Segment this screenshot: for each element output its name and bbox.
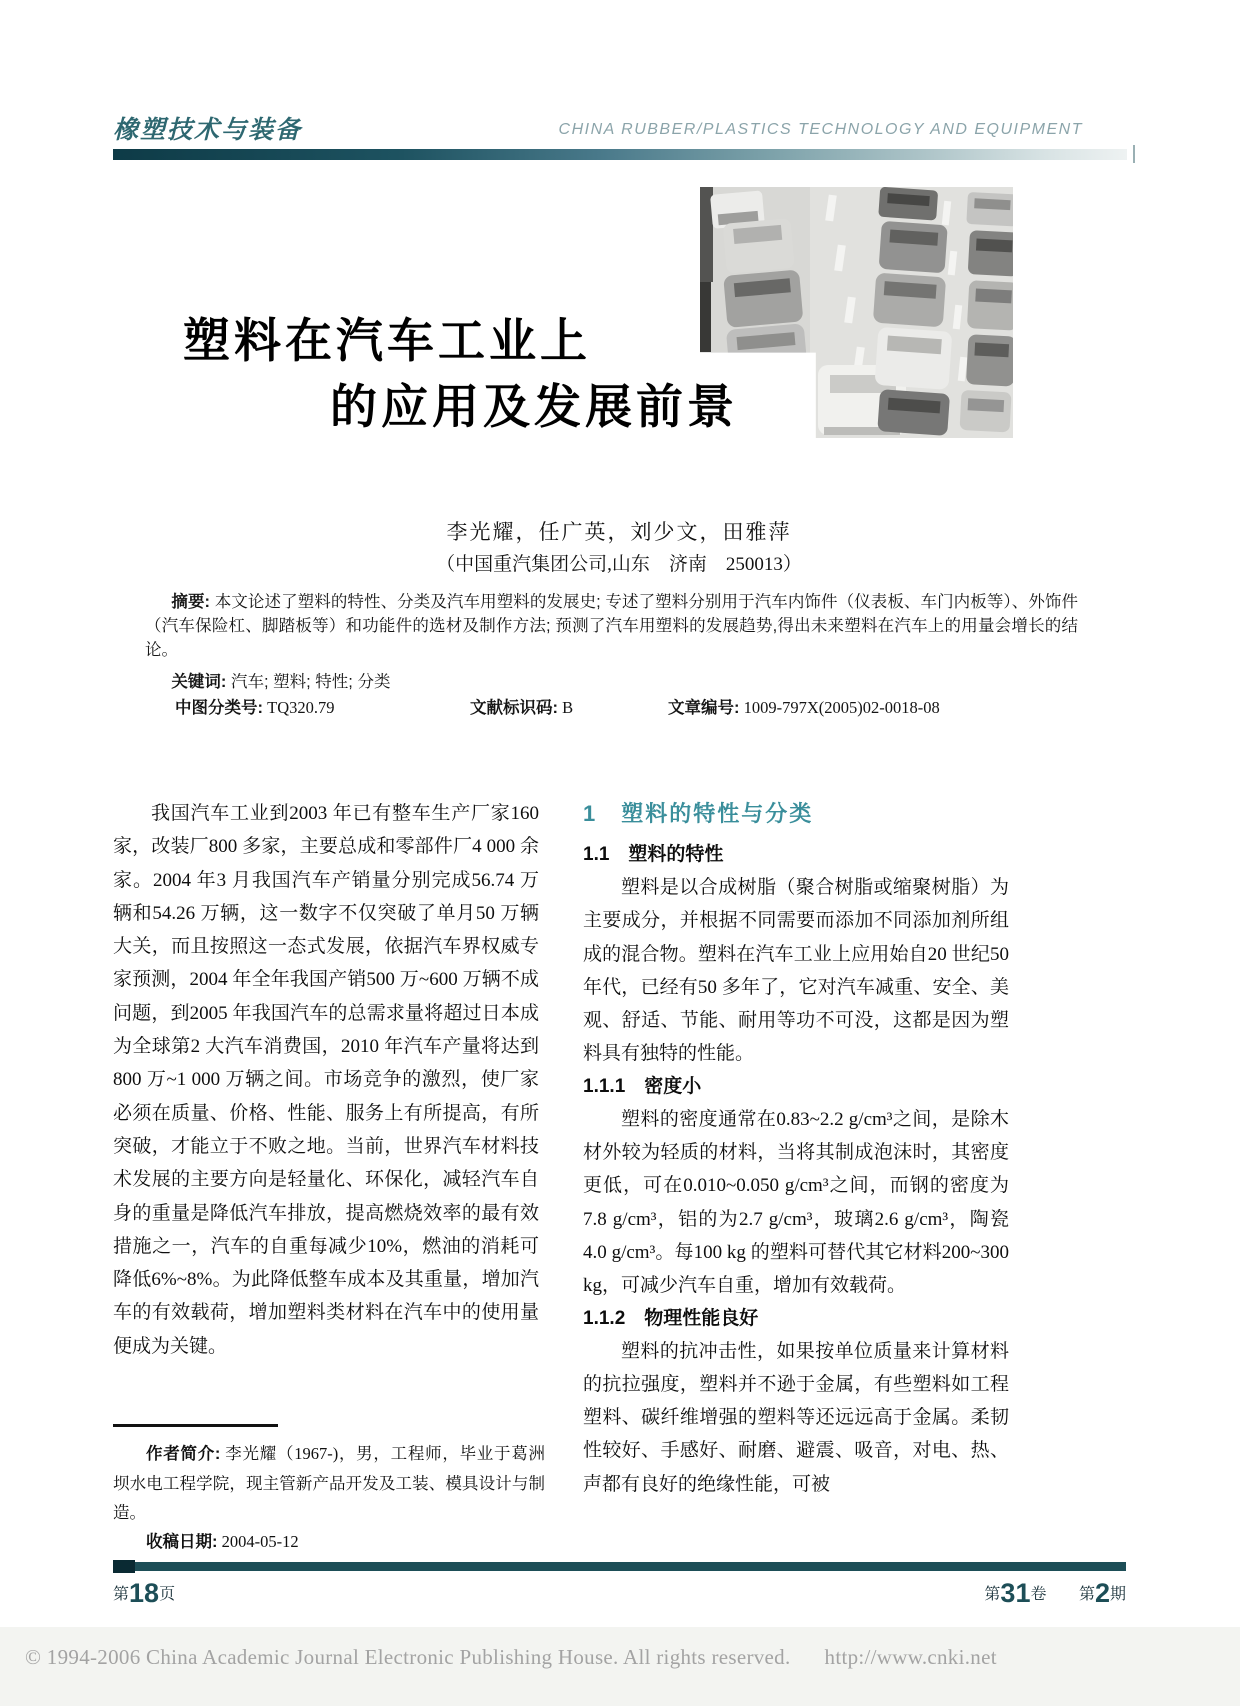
journal-name-cn: 橡塑技术与装备 xyxy=(113,117,303,144)
subsection-heading-1-1-1: 1.1.1 密度小 xyxy=(583,1075,702,1097)
subsection-heading-1-1: 1.1 塑料的特性 xyxy=(583,844,724,865)
keywords-line xyxy=(145,668,1078,692)
footnote-block xyxy=(113,1424,545,1557)
volume-number: 第31卷 xyxy=(984,1578,1047,1608)
abstract-label: 摘要: xyxy=(171,593,211,611)
paragraph-density: 塑料的密度通常在0.83~2.2 g/cm³之间，是除木材外较为轻质的材料，当将其制成泡沫时，其密度更低，可在0.010~0.050 g/cm³之间，而钢的密度为7.8 g/cm³，铝的为2.7 g/cm³，玻璃2.6 g/cm³，陶瓷4.0 g/cm³。每100 kg 的塑料可替代其它材料200~300 kg，可减少汽车自重，增加有效载荷。 xyxy=(583,1108,1009,1297)
header-rule xyxy=(113,149,1127,160)
subsection-heading-1-1-2: 1.1.2 物理性能良好 xyxy=(583,1307,759,1329)
paragraph-plastic-definition: 塑料是以合成树脂（聚合树脂或缩聚树脂）为主要成分，并根据不同需要而添加不同添加剂所组成的混合物。塑料在汽车工业上应用始自20 世纪50 年代，已经有50 多年了，它对汽车减重、安全、美观、舒适、节能、耐用等功不可没，这都是因为塑料具有独特的性能。 xyxy=(583,877,1009,1065)
clc-number: 中图分类号: TQ320.79 xyxy=(175,698,335,717)
author-bio: 作者简介: 李光耀（1967-)，男，工程师，毕业于葛洲坝水电工程学院，现主管新产品开发及工装、模具设计与制造。 xyxy=(113,1444,545,1522)
affiliation-line: （中国重汽集团公司,山东 济南 250013） xyxy=(436,554,802,575)
article-title-line2: 的应用及发展前景 xyxy=(330,382,738,434)
document-code: 文献标识码: B xyxy=(470,698,574,717)
article-number: 文章编号: 1009-797X(2005)02-0018-08 xyxy=(668,698,940,717)
volume-issue xyxy=(984,1578,1126,1609)
received-date: 收稿日期: 2004-05-12 xyxy=(146,1532,299,1551)
copyright-line xyxy=(25,1645,997,1670)
right-column xyxy=(583,797,1009,1501)
traffic-jam-photo-art xyxy=(700,187,1013,438)
abstract-text: 本文论述了塑料的特性、分类及汽车用塑料的发展史; 专述了塑料分别用于汽车内饰件（仪表板、车门内板等）、外饰件（汽车保险杠、脚踏板等）和功能件的选材及制作方法; 预测了汽车用塑料的发展趋势,得出未来塑料在汽车上的用量会增长的结论。 xyxy=(145,593,1078,659)
keywords-text: 汽车; 塑料; 特性; 分类 xyxy=(226,673,391,691)
copyright-url: http://www.cnki.net xyxy=(824,1645,997,1669)
section-heading-1: 1 塑料的特性与分类 xyxy=(583,801,814,826)
journal-name-en: CHINA RUBBER/PLASTICS TECHNOLOGY AND EQUIPMENT xyxy=(558,121,1083,138)
paragraph-physical-properties: 塑料的抗冲击性，如果按单位质量来计算材料的抗拉强度，塑料并不逊于金属，有些塑料如工程塑料、碳纤维增强的塑料等还远远高于金属。柔韧性较好、手感好、耐磨、避震、吸音，对电、热、声都有良好的绝缘性能，可被 xyxy=(583,1340,1009,1495)
footer-bar xyxy=(113,1562,1126,1571)
intro-paragraph: 我国汽车工业到2003 年已有整车生产厂家160 家，改装厂800 多家，主要总成和零部件厂4 000 余家。2004 年3 月我国汽车产销量分别完成56.74 万辆和54.26 万辆，这一数字不仅突破了单月50 万辆大关，而且按照这一态式发展，依据汽车界权威专家预测，2004 年全年我国产销500 万~600 万辆不成问题，到2005 年我国汽车的总需求量将超过日本成为全球第2 大汽车消费国，2010 年汽车产量将达到800 万~1 000 万辆之间。市场竞争的激烈，使厂家必须在质量、价格、性能、服务上有所提高，有所突破，才能立于不败之地。当前，世界汽车材料技术发展的主要方向是轻量化、环保化，减轻汽车自身的重量是降低汽车排放，提高燃烧效率的最有效措施之一，汽车的自重每减少10%，燃油的消耗可降低6%~8%。为此降低整车成本及其重量，增加汽车的有效载荷，增加塑料类材料在汽车中的使用量便成为关键。 xyxy=(113,803,539,1357)
page-number: 第18页 xyxy=(113,1578,176,1608)
abstract-paragraph xyxy=(145,590,1078,662)
traffic-jam-photo xyxy=(700,187,1013,438)
header-rule-end-tick xyxy=(1133,145,1135,163)
article-title-line1: 塑料在汽车工业上 xyxy=(183,316,591,368)
copyright-text: © 1994-2006 China Academic Journal Electronic Publishing House. All rights reserved. xyxy=(25,1645,791,1669)
left-column xyxy=(113,797,539,1363)
issue-number: 第2期 xyxy=(1078,1578,1126,1608)
footer-text-row xyxy=(113,1578,1126,1609)
authors-line: 李光耀，任广英，刘少文，田雅萍 xyxy=(446,520,792,544)
footnote-rule xyxy=(113,1424,278,1427)
keywords-label: 关键词: xyxy=(171,673,227,691)
